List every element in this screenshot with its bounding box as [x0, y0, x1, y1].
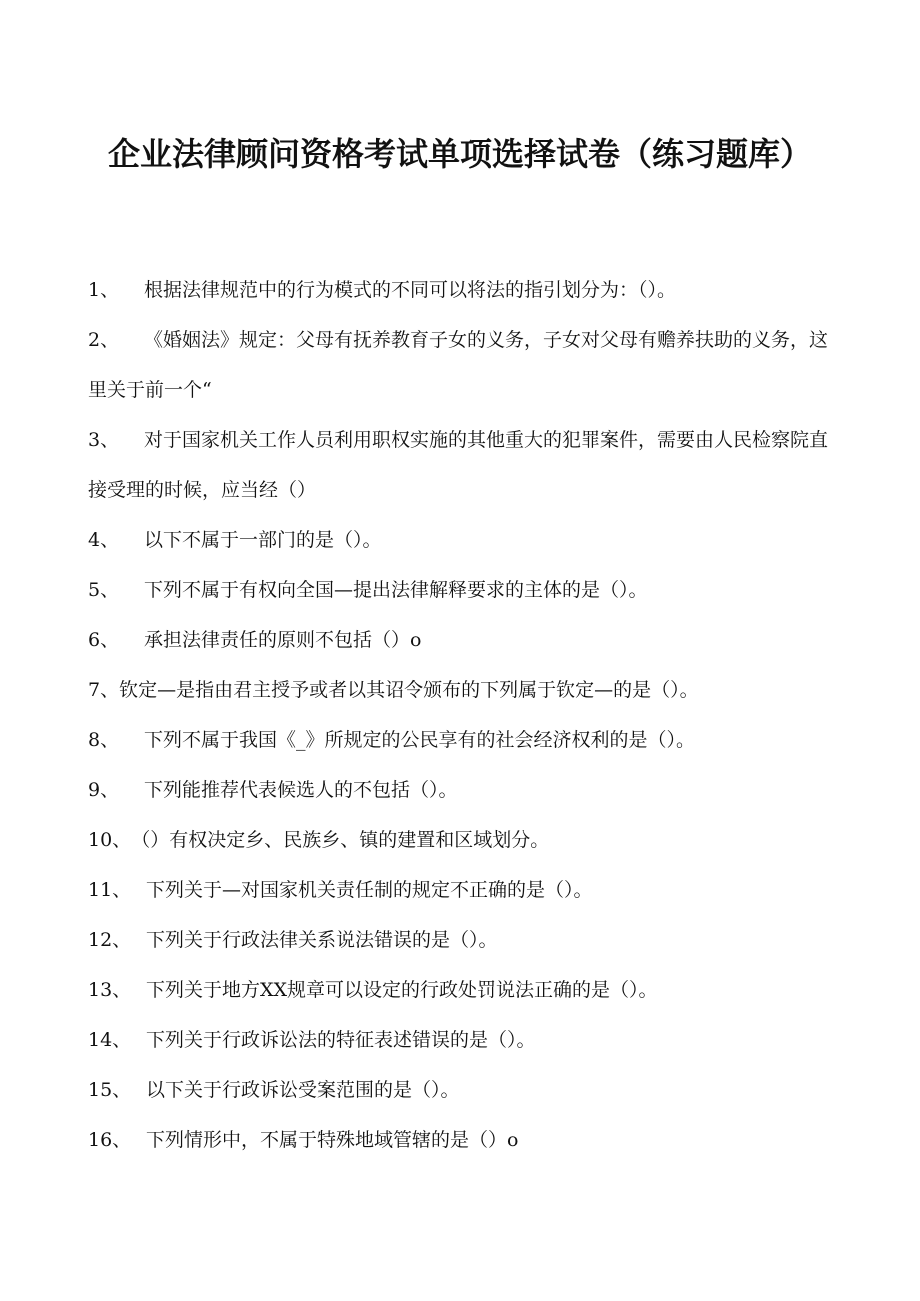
- question-number: 15、: [88, 1079, 132, 1101]
- question-text: 下列关于行政诉讼法的特征表述错误的是（）。: [146, 1029, 536, 1051]
- question-text: 根据法律规范中的行为模式的不同可以将法的指引划分为：（）。: [144, 279, 677, 301]
- question-text: 下列不属于我国《_》所规定的公民享有的社会经济权利的是（）。: [144, 729, 696, 751]
- question-text: 下列关于行政法律关系说法错误的是（）。: [146, 929, 498, 951]
- question-number: 4、: [88, 529, 120, 551]
- question-item: [88, 665, 828, 715]
- question-number: 1、: [88, 279, 120, 301]
- question-item: [88, 1015, 828, 1065]
- question-number: 3、: [88, 429, 120, 451]
- question-item: [88, 615, 828, 665]
- question-text: 承担法律责任的原则不包括（）o: [144, 629, 422, 651]
- question-number: 7、: [88, 679, 120, 701]
- question-number: 11、: [88, 879, 132, 901]
- question-text: 对于国家机关工作人员利用职权实施的其他重大的犯罪案件，需要由人民检察院直接受理的时候，应当经（）: [88, 429, 829, 501]
- question-number: 12、: [88, 929, 132, 951]
- question-number: 6、: [88, 629, 120, 651]
- question-number: 10、: [88, 829, 132, 851]
- question-item: [88, 915, 828, 965]
- question-number: 8、: [88, 729, 120, 751]
- question-item: [88, 515, 828, 565]
- question-list: [88, 265, 828, 1165]
- question-text: 下列不属于有权向全国—提出法律解释要求的主体的是（）。: [144, 579, 648, 601]
- question-text: 以下不属于一部门的是（）。: [144, 529, 382, 551]
- question-item: [88, 315, 828, 415]
- question-item: [88, 565, 828, 615]
- question-text: 下列能推荐代表候选人的不包括（）。: [144, 779, 458, 801]
- question-text: 《婚姻法》规定：父母有抚养教育子女的义务，子女对父母有赡养扶助的义务，这里关于前一个“: [88, 329, 829, 401]
- question-number: 14、: [88, 1029, 132, 1051]
- question-item: [88, 965, 828, 1015]
- question-text: 以下关于行政诉讼受案范围的是（）。: [146, 1079, 460, 1101]
- question-number: 16、: [88, 1129, 132, 1151]
- question-item: [88, 715, 828, 765]
- question-text: 下列关于地方XX规章可以设定的行政处罚说法正确的是（）。: [146, 979, 658, 1001]
- question-item: [88, 415, 828, 515]
- question-text: （）有权决定乡、民族乡、镇的建置和区域划分。: [131, 829, 550, 851]
- question-item: [88, 815, 828, 865]
- question-text: 下列关于—对国家机关责任制的规定不正确的是（）。: [146, 879, 593, 901]
- document-title: 企业法律顾问资格考试单项选择试卷（练习题库）: [107, 135, 812, 173]
- question-number: 13、: [88, 979, 132, 1001]
- question-text: 下列情形中，不属于特殊地域管辖的是（）o: [146, 1129, 519, 1151]
- question-item: [88, 1065, 828, 1115]
- question-item: [88, 765, 828, 815]
- question-number: 9、: [88, 779, 120, 801]
- question-number: 2、: [88, 329, 120, 351]
- question-text: 钦定—是指由君主授予或者以其诏令颁布的下列属于钦定—的是（）。: [119, 679, 699, 701]
- question-item: [88, 1115, 828, 1165]
- question-number: 5、: [88, 579, 120, 601]
- question-item: [88, 265, 828, 315]
- question-item: [88, 865, 828, 915]
